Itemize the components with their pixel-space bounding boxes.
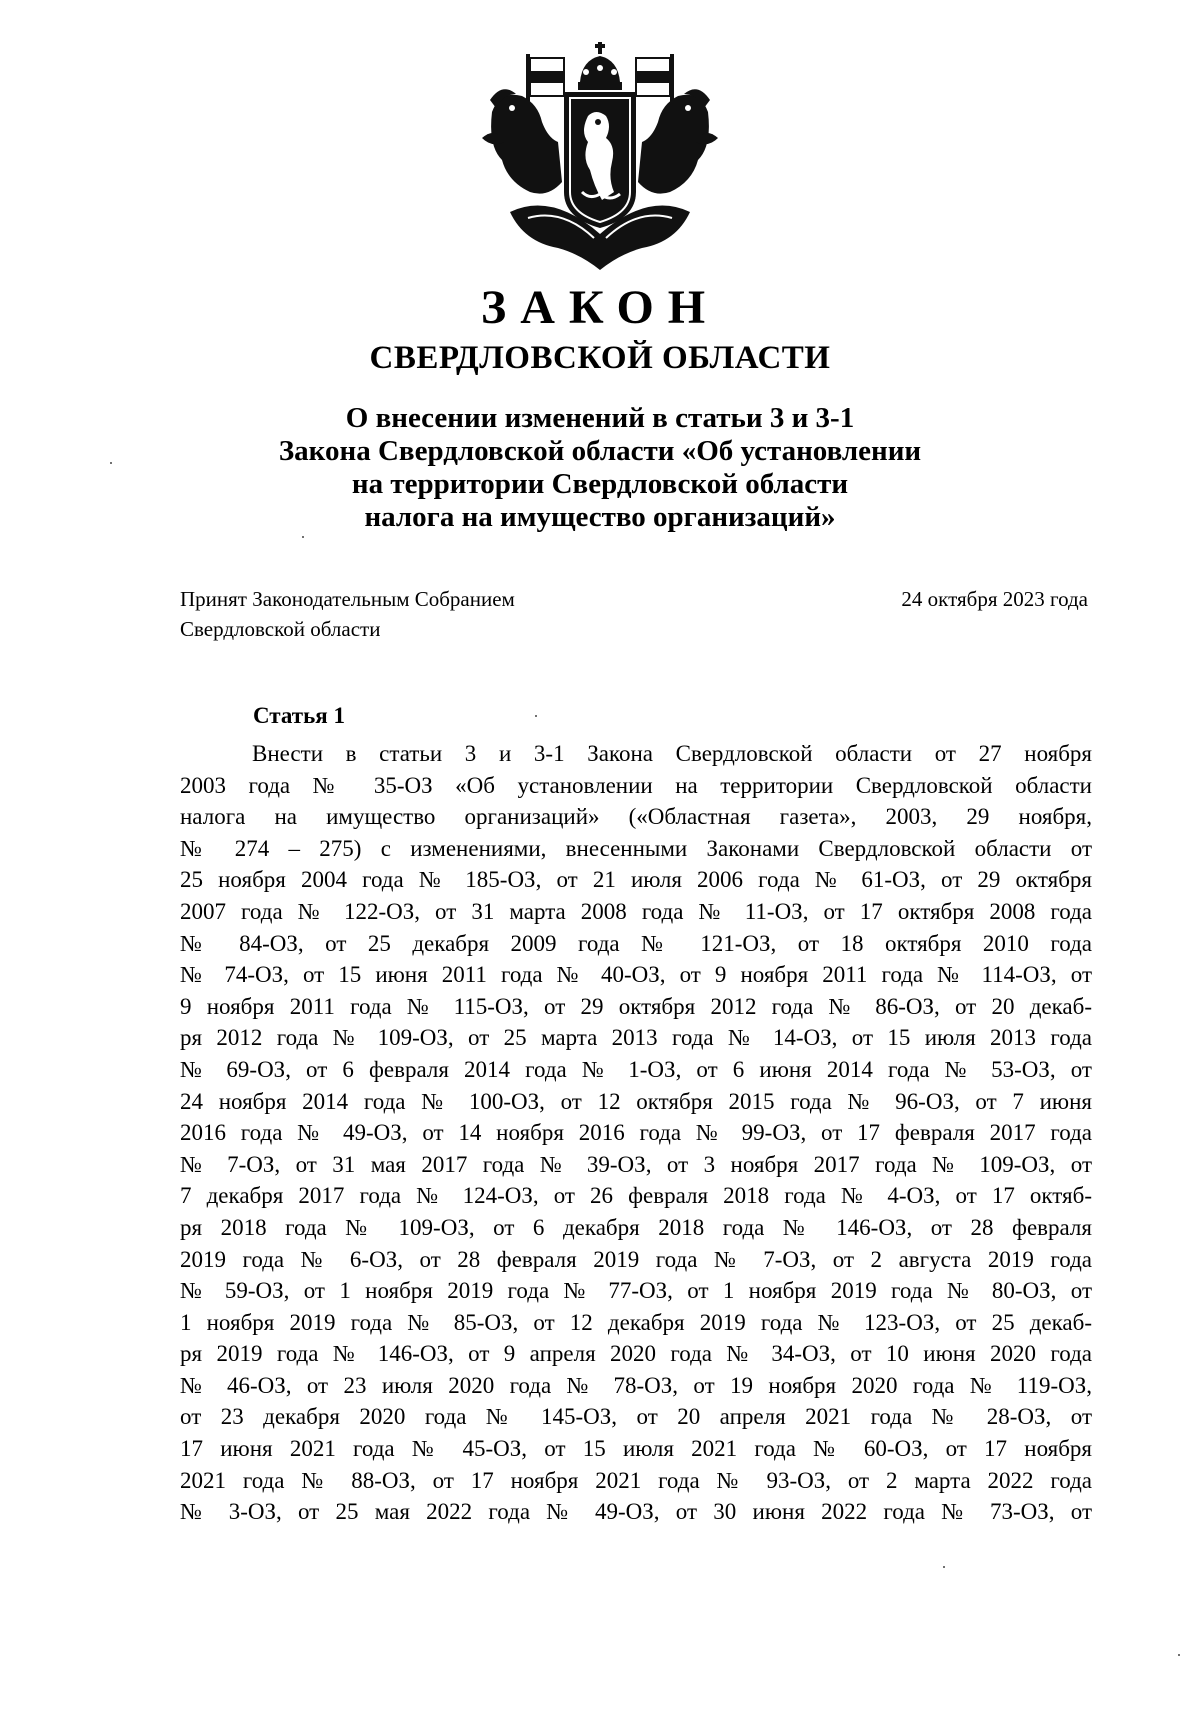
body-line: Внести в статьи 3 и 3-1 Закона Свердловской области от 27 ноября bbox=[252, 741, 1092, 766]
adopted-by bbox=[180, 584, 515, 644]
coat-of-arms-icon bbox=[482, 42, 718, 272]
heading-line: О внесении изменений в статьи 3 и 3-1 bbox=[345, 402, 855, 434]
adopted-by-line: Свердловской области bbox=[180, 617, 381, 641]
body-line: 2007 года № 122-ОЗ, от 31 марта 2008 года № 11-ОЗ, от 17 октября 2008 года bbox=[180, 898, 1092, 924]
body-line: № 69-ОЗ, от 6 февраля 2014 года № 1-ОЗ, от 6 июня 2014 года № 53-ОЗ, от bbox=[180, 1056, 1092, 1082]
body-line: № 7-ОЗ, от 31 мая 2017 года № 39-ОЗ, от 3 ноября 2017 года № 109-ОЗ, от bbox=[180, 1151, 1092, 1177]
region-title: СВЕРДЛОВСКОЙ ОБЛАСТИ bbox=[369, 340, 831, 376]
body-line: 17 июня 2021 года № 45-ОЗ, от 15 июля 2021 года № 60-ОЗ, от 17 ноября bbox=[180, 1436, 1092, 1462]
body-line: налога на имущество организаций» («Областная газета», 2003, 29 ноября, bbox=[180, 804, 1092, 830]
article-title: Статья 1 bbox=[253, 703, 345, 728]
scan-speck bbox=[535, 715, 537, 717]
body-line: ря 2012 года № 109-ОЗ, от 25 марта 2013 года № 14-ОЗ, от 15 июля 2013 года bbox=[180, 1025, 1092, 1051]
scan-speck bbox=[302, 536, 304, 538]
body-line: 7 декабря 2017 года № 124-ОЗ, от 26 февраля 2018 года № 4-ОЗ, от 17 октяб- bbox=[180, 1183, 1092, 1209]
body-line: № 46-ОЗ, от 23 июля 2020 года № 78-ОЗ, от 19 ноября 2020 года № 119-ОЗ, bbox=[180, 1372, 1092, 1398]
adopted-by-line: Принят Законодательным Собранием bbox=[180, 587, 515, 611]
body-line: от 23 декабря 2020 года № 145-ОЗ, от 20 апреля 2021 года № 28-ОЗ, от bbox=[180, 1404, 1092, 1430]
body-line: 25 ноября 2004 года № 185-ОЗ, от 21 июля 2006 года № 61-ОЗ, от 29 октября bbox=[180, 867, 1092, 893]
scan-speck bbox=[1178, 1654, 1180, 1656]
body-line: 2021 года № 88-ОЗ, от 17 ноября 2021 года № 93-ОЗ, от 2 марта 2022 года bbox=[180, 1467, 1092, 1493]
body-line: № 3-ОЗ, от 25 мая 2022 года № 49-ОЗ, от 30 июня 2022 года № 73-ОЗ, от bbox=[180, 1499, 1092, 1525]
body-line: № 84-ОЗ, от 25 декабря 2009 года № 121-ОЗ, от 18 октября 2010 года bbox=[180, 930, 1092, 956]
adoption-date: 24 октября 2023 года bbox=[901, 587, 1088, 611]
scan-speck bbox=[110, 462, 112, 464]
body-line: 2016 года № 49-ОЗ, от 14 ноября 2016 года № 99-ОЗ, от 17 февраля 2017 года bbox=[180, 1120, 1092, 1146]
body-line: 24 ноября 2014 года № 100-ОЗ, от 12 октября 2015 года № 96-ОЗ, от 7 июня bbox=[180, 1088, 1092, 1114]
scan-speck bbox=[943, 1566, 945, 1568]
body-line: ря 2018 года № 109-ОЗ, от 6 декабря 2018 года № 146-ОЗ, от 28 февраля bbox=[180, 1214, 1092, 1240]
body-line: 1 ноября 2019 года № 85-ОЗ, от 12 декабря 2019 года № 123-ОЗ, от 25 декаб- bbox=[180, 1309, 1092, 1335]
coat-of-arms-emblem bbox=[482, 42, 718, 272]
body-line: ря 2019 года № 146-ОЗ, от 9 апреля 2020 года № 34-ОЗ, от 10 июня 2020 года bbox=[180, 1341, 1092, 1367]
body-line: № 74-ОЗ, от 15 июня 2011 года № 40-ОЗ, от 9 ноября 2011 года № 114-ОЗ, от bbox=[180, 962, 1092, 988]
body-line: 2003 года № 35-ОЗ «Об установлении на территории Свердловской области bbox=[180, 772, 1092, 798]
body-line: № 274 – 275) с изменениями, внесенными Законами Свердловской области от bbox=[180, 835, 1092, 861]
law-heading bbox=[150, 402, 1050, 534]
heading-line: Закона Свердловской области «Об установлении bbox=[278, 435, 922, 467]
article-body bbox=[180, 738, 1092, 1528]
body-line: 2019 года № 6-ОЗ, от 28 февраля 2019 года № 7-ОЗ, от 2 августа 2019 года bbox=[180, 1246, 1092, 1272]
heading-line: на территории Свердловской области bbox=[351, 468, 849, 500]
heading-line: налога на имущество организаций» bbox=[364, 501, 836, 533]
body-line: № 59-ОЗ, от 1 ноября 2019 года № 77-ОЗ, от 1 ноября 2019 года № 80-ОЗ, от bbox=[180, 1278, 1092, 1304]
body-line: 9 ноября 2011 года № 115-ОЗ, от 29 октября 2012 года № 86-ОЗ, от 20 декаб- bbox=[180, 993, 1092, 1019]
law-title: ЗАКОН bbox=[480, 281, 720, 334]
